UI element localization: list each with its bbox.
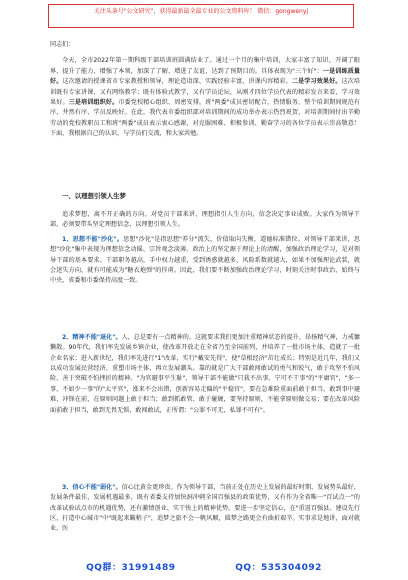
header-banner xyxy=(48,4,354,28)
item-title-3: 3、信心不能"弱化"。 xyxy=(62,483,122,491)
point-one-heading: 一是训练质量好。 xyxy=(50,67,360,86)
item-paragraph-1: 1、思想不能"沙化"。思想"沙化"是指思想"养分"流失，价值取向失衡，道德标准错位。对领导干部来讲，思想"沙化"集中表现为理想信念动摇、宗旨观念淡薄。政治上的坚定源于理论上的清醒，加强政治理论学习，是对领导干部的基本要求。干部职务越高，手中权力越重，受到诱惑就越多，风险系数就越大，如果不加强理论武装，就会迷失方向，就有可能成为"糖衣炮弹"的俘虏。因此，我们要不断加强政治理论学习，时刻关注时事政治、始终与中央、省委和市委保持高度一致。 xyxy=(50,235,360,285)
item-title-1: 1、思想不能"沙化"。 xyxy=(62,235,124,243)
qq-number: QQ：535304092 xyxy=(235,563,322,573)
section-intro-paragraph: 追求梦想，离不开正确的方向。对党员干部来讲，理想指引人生方向，信念决定事业成败。大家作为领导干部，必须要带头坚定理想信念，以理想引领人生。 xyxy=(50,210,360,229)
section-heading: 一、以理想引领人生梦 xyxy=(62,192,126,201)
footer-contact xyxy=(0,560,408,573)
salutation: 同志们： xyxy=(50,41,75,48)
point-two-heading: 二是学习效果好。 xyxy=(291,78,342,86)
item-paragraph-3: 3、信心不能"弱化"。信心比黄金更珍贵。作为领导干部，当前正处在历史上发展的最好时期，发展势头最好，发展条件最佳，发展机遇最多，既有省委支持加快洞冲刺全国百强县的政策优势，又有作为全省唯一"百试点一"的改革试验试点市的机遇优势，还有激情创业、实干快上的精神优势。要进一步坚定信心，在"重返百强县、建设先行区、打造中心城市"中"既起来瞒稍子"，追梦之旅不会一帆风顺，圆梦之路更会有曲折艰辛。实事求是地讲，面对就业、医 xyxy=(50,483,360,533)
item-paragraph-2: 2、精神不能"退化"。人，总是要有一点精神的。这就要求我们更加注重精神状态的提升，昂扬精气神，力戒慵懒散。90年代，我们率先发展乡镇企业，使改革开放走在全省乃至全国前列，并培养了一批市场主体，造就了一批企业名家；进入新世纪，我们率先进行"1"改革，实行"戴安先得"，使"草根经济"茁壮成长；特别是近几年，我们又以成功发展民营经济，重塑市场主体，再立发展潮头。靠的就是广大干部敢闯敢试的勇气和锐气，敢于攻坚不怕风险，善于突破不怕挫折的精神。"为官避事平生耻"，领导干部不能做"只栽不出事、宁可不干事"的"平庸官"，"多一事、不如少一事"的"太平官"，涨来不会出错，创新容易走偏的"平稳官"，要在急难险重面前敢于担当，敢到事中避难，冲锋在前，在原则问题上敢于担当；敢到抓敢管、敢于碰硬，要坚持原则，不能拿原则做交易；要在改革风险面前敢于担当，敢到无畏无惧，敢闯敢试，正所谓："公罪不可无，私罪不可有"。 xyxy=(50,333,360,414)
document-body xyxy=(50,40,360,566)
banner-text: 关注头条号"公文研究"，获得最新最全最专业的公文资料库！ 微信：gongwenyj xyxy=(93,8,309,15)
point-three-heading: 三是培训组织好。 xyxy=(68,99,119,107)
qq-group: QQ群：31991489 xyxy=(86,563,176,573)
opening-paragraph: 今天，全市2022年第一期科级干部培训班圆满结业了。通过一个月的集中培训，大家丰富了知识、开阔了眼界、提升了能力、增强了本领，加深了了解、增进了友谊，达到了预期目的。具体表现为"三个好"：一是训练质量好。这次邀请的授课省市专家教授和领导，理论造诣深、实践经验丰富，讲课内容精彩。二是学习效果好。这次培训既有专家讲课，又有网络教学；既有体验式教学，又有学员论坛，从刚才四位学员代表的精彩发言来看，学习效果好。三是培训组织好。市委党校精心组织、周密安排，班"两委"成员密切配合，热情服务，整个培训期间规范有序，井然有序，学员反映好。在此，我代表市委组织部对培训期间的成功举办表示热烈祝贺，对培训期间付出辛勤劳动的党校教职员工和班"两委"成员表示衷心感谢，对克服困难、积极参训、勤奋学习的各位学员表示崇高敬意！下面，我根据自己的认识，与学员们交流，和大家共勉。 xyxy=(50,57,360,138)
item-title-2: 2、精神不能"退化"。 xyxy=(62,333,122,341)
